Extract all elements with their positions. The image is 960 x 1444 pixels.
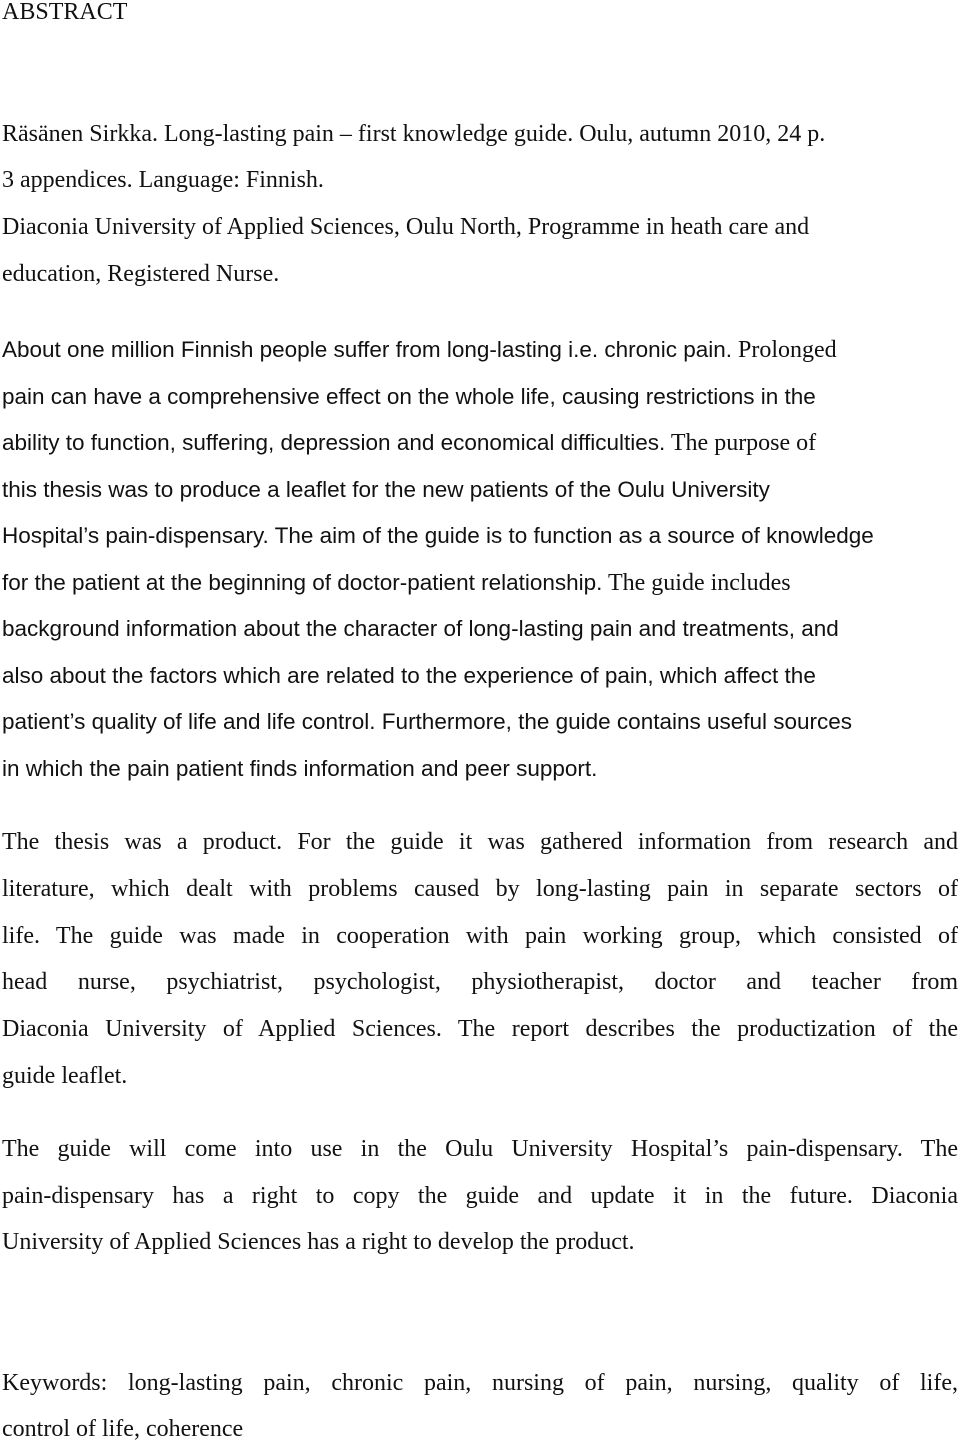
paragraph-line: in which the pain patient finds information and peer support. xyxy=(2,756,598,781)
paragraph-line xyxy=(2,569,791,597)
page-heading: ABSTRACT xyxy=(2,0,128,25)
paragraph-line: Diaconia University of Applied Sciences. The report describes the productization of the xyxy=(2,1016,958,1042)
paragraph-line: life. The guide was made in cooperation with pain working group, which consisted of xyxy=(2,923,958,949)
keywords-line: control of life, coherence xyxy=(2,1416,244,1442)
paragraph-line: pain can have a comprehensive effect on the whole life, causing restrictions in the xyxy=(2,384,816,409)
citation-line: Diaconia University of Applied Sciences, Oulu North, Programme in heath care and xyxy=(2,214,810,240)
text-run: The guide includes xyxy=(602,570,791,596)
paragraph-line: background information about the character of long-lasting pain and treatments, and xyxy=(2,616,839,641)
text-run: Prolonged xyxy=(732,337,837,363)
paragraph-line: patient’s quality of life and life control. Furthermore, the guide contains useful sources xyxy=(2,709,853,734)
paragraph-line: guide leaflet. xyxy=(2,1063,128,1089)
keywords-line: Keywords: long-lasting pain, chronic pain, nursing of pain, nursing, quality of life, xyxy=(2,1370,958,1396)
paragraph-line: literature, which dealt with problems caused by long-lasting pain in separate sectors of xyxy=(2,876,958,902)
paragraph-line: The thesis was a product. For the guide it was gathered information from research and xyxy=(2,829,958,855)
paragraph-line: head nurse, psychiatrist, psychologist, physiotherapist, doctor and teacher from xyxy=(2,969,958,995)
paragraph-line xyxy=(2,429,816,457)
paragraph-line: this thesis was to produce a leaflet for the new patients of the Oulu University xyxy=(2,477,770,502)
paragraph-line: The guide will come into use in the Oulu University Hospital’s pain-dispensary. The xyxy=(2,1136,958,1162)
paragraph-line: pain-dispensary has a right to copy the guide and update it in the future. Diaconia xyxy=(2,1183,958,1209)
text-run: for the patient at the beginning of doctor-patient relationship. xyxy=(2,570,603,595)
text-run: About one million Finnish people suffer from long-lasting i.e. chronic pain. xyxy=(2,337,732,362)
citation-line: 3 appendices. Language: Finnish. xyxy=(2,167,324,193)
paragraph-line: Hospital’s pain-dispensary. The aim of the guide is to function as a source of knowledge xyxy=(2,523,874,548)
text-run: The purpose of xyxy=(665,430,817,456)
paragraph-line: also about the factors which are related to the experience of pain, which affect the xyxy=(2,663,816,688)
paragraph-line xyxy=(2,336,837,364)
citation-line: education, Registered Nurse. xyxy=(2,261,280,287)
text-run: ability to function, suffering, depression and economical difficulties. xyxy=(2,430,666,455)
citation-line: Räsänen Sirkka. Long-lasting pain – first knowledge guide. Oulu, autumn 2010, 24 p. xyxy=(2,121,826,147)
paragraph-line: University of Applied Sciences has a right to develop the product. xyxy=(2,1229,635,1255)
